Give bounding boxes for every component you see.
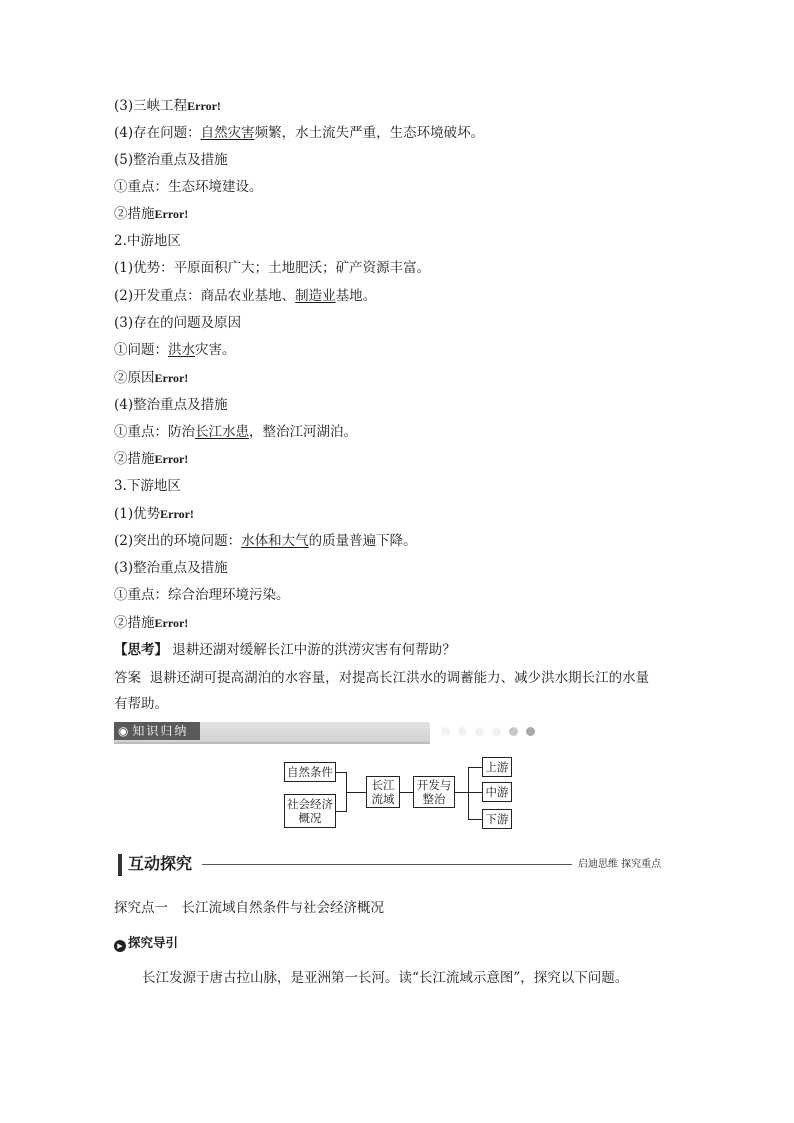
upper-measure-label: ②措施	[114, 206, 155, 222]
middle-focus-label: ①重点：防治	[114, 424, 195, 440]
target-icon: ◉	[118, 724, 129, 738]
box-social-line1: 社会经济	[287, 797, 333, 811]
explore-text: 长江发源于唐古拉山脉，是亚洲第一长河。读“长江流域示意图”，探究以下问题。	[142, 970, 629, 986]
box-basin-line2: 流域	[371, 792, 395, 806]
middle-focus-rest: ，整治江河湖泊。	[249, 424, 357, 440]
middle-measure-label: ②措施	[114, 451, 155, 467]
lower-env-rest: 的质量普遍下降。	[308, 533, 417, 549]
think-question	[114, 640, 456, 660]
error-marker: Error!	[154, 371, 189, 385]
explore-point: 探究点一 长江流域自然条件与社会经济概况	[114, 900, 384, 916]
box-natural: 自然条件	[284, 762, 336, 782]
connector	[400, 792, 413, 793]
lower-measure-label: ②措施	[114, 615, 155, 631]
middle-cause	[114, 368, 188, 388]
middle-focus-blank: 长江水患	[195, 424, 249, 440]
box-middle: 中游	[482, 782, 512, 802]
box-lower: 下游	[482, 809, 512, 829]
upper-problem-label: (4)存在问题：	[114, 125, 201, 141]
knowledge-label: 知识归纳	[132, 724, 189, 738]
guide-heading	[114, 933, 178, 953]
connector	[468, 792, 482, 793]
box-dev	[413, 776, 455, 808]
box-dev-line1: 开发与	[416, 778, 452, 792]
connector	[336, 772, 346, 773]
sanxia-line	[114, 96, 221, 116]
middle-focus-line	[114, 422, 357, 442]
lower-advantage-label: (1)优势	[114, 506, 161, 522]
dot-icon	[526, 727, 535, 736]
error-marker: Error!	[187, 99, 221, 113]
lower-measure	[114, 613, 188, 633]
connector	[455, 792, 468, 793]
lower-advantage	[114, 504, 194, 524]
dot-icon	[509, 727, 518, 736]
error-marker: Error!	[154, 452, 189, 466]
upper-problem-blank: 自然灾害	[200, 125, 255, 141]
lower-title: 3.下游地区	[114, 478, 181, 494]
middle-advantage: (1)优势：平原面积广大；土地肥沃；矿产资源丰富。	[114, 260, 431, 276]
upper-measure	[114, 204, 188, 224]
middle-dev-line	[114, 286, 376, 306]
upper-focus: ①重点：生态环境建设。	[114, 179, 263, 195]
answer-line-1	[114, 668, 649, 688]
dot-icon	[475, 727, 484, 736]
connector	[346, 792, 366, 793]
middle-dev-label: (2)开发重点：商品农业基地、	[114, 288, 296, 304]
dot-icon	[441, 727, 450, 736]
middle-issue-line	[114, 340, 236, 360]
lower-governance: (3)整治重点及措施	[114, 560, 228, 576]
middle-governance: (4)整治重点及措施	[114, 397, 228, 413]
middle-title: 2.中游地区	[114, 233, 181, 249]
think-tag: 【思考】	[114, 642, 168, 658]
upper-problem-line	[114, 123, 484, 143]
connector	[468, 767, 482, 768]
upper-governance: (5)整治重点及措施	[114, 152, 228, 168]
connector	[336, 811, 346, 812]
sanxia-label: (3)三峡工程	[114, 98, 188, 114]
middle-problems: (3)存在的问题及原因	[114, 315, 242, 331]
error-marker: Error!	[160, 507, 194, 521]
lower-env-blank: 水体和大气	[241, 533, 309, 549]
error-marker: Error!	[154, 207, 189, 221]
box-upper: 上游	[482, 757, 512, 777]
middle-measure	[114, 449, 188, 469]
think-question-text: 退耕还湖对缓解长江中游的洪涝灾害有何帮助？	[172, 642, 456, 658]
dot-icon	[458, 727, 467, 736]
answer-tag: 答案	[114, 670, 141, 686]
knowledge-tag	[114, 722, 200, 740]
section-rule	[202, 864, 572, 865]
section-bar	[118, 854, 122, 876]
box-basin-line1: 长江	[371, 778, 395, 792]
box-basin	[366, 776, 400, 808]
connector	[468, 767, 469, 819]
middle-dev-blank: 制造业	[295, 288, 336, 304]
middle-dev-rest: 基地。	[335, 288, 377, 304]
knowledge-banner	[114, 722, 430, 744]
middle-issue-label: ①问题：	[114, 342, 168, 358]
answer-line-2: 有帮助。	[114, 696, 168, 712]
connector	[468, 819, 482, 820]
lower-focus: ①重点：综合治理环境污染。	[114, 587, 290, 603]
error-marker: Error!	[154, 616, 189, 630]
section-subtitle: 启迪思维 探究重点	[578, 859, 662, 870]
middle-issue-rest: 灾害。	[195, 342, 236, 358]
lower-env-label: (2)突出的环境问题：	[114, 533, 242, 549]
box-social-line2: 概况	[298, 811, 322, 825]
box-dev-line2: 整治	[422, 792, 446, 806]
upper-problem-rest: 频繁，水土流失严重，生态环境破坏。	[254, 125, 485, 141]
guide-label: 探究导引	[128, 935, 179, 950]
section-title: 互动探究	[128, 854, 193, 873]
box-social	[284, 794, 336, 828]
play-icon: ▶	[114, 940, 126, 952]
middle-cause-label: ②原因	[114, 370, 155, 386]
answer-text: 退耕还湖可提高湖泊的水容量，对提高长江洪水的调蓄能力、减少洪水期长江的水量	[149, 670, 650, 686]
lower-env-line	[114, 531, 417, 551]
dot-icon	[492, 727, 501, 736]
middle-issue-blank: 洪水	[168, 342, 195, 358]
